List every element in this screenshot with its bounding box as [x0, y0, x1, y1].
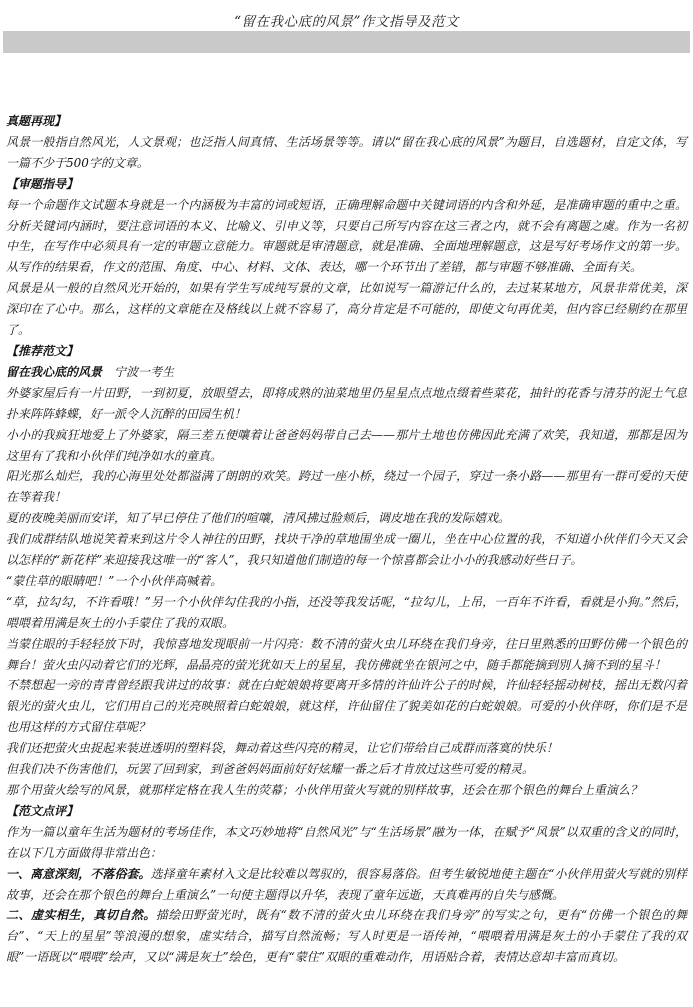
section-heading: 【推荐范文】	[6, 343, 79, 358]
paragraph: 当蒙住眼的手轻轻放下时，我惊喜地发现眼前一片闪亮：数不清的萤火虫儿环绕在我们身旁，往日里熟悉的田野仿佛一个银色的舞台！萤火虫闪动着它们的光辉，晶晶亮的萤光犹如天上的星星，我仿佛就坐在银河之中，随手都能摘到别人摘不到的星斗！	[6, 636, 687, 672]
paragraph: 不禁想起一旁的青青曾经跟我讲过的故事：就在白蛇娘娘将要离开多情的许仙许公子的时候，许仙轻轻摇动树枝，摇出无数闪着银光的萤火虫儿，它们用自己的光亮映照着白蛇娘娘，就这样，许仙留住了貌美如花的白蛇娘娘。可爱的小伙伴呀，你们是不是也用这样的方式留住草呢？	[6, 678, 687, 735]
paragraph: “草，拉勾勾，不许看哦！”另一个小伙伴勾住我的小指，还没等我发话呢，“拉勾儿，上吊，一百年不许看，看就是小狗。”然后，喂喂着用满是灰土的小手蒙住了我的双眼。	[6, 594, 687, 630]
paragraph-lead: 一、离意深刻，不落俗套。	[6, 866, 151, 881]
section-heading: 真题再现】	[6, 114, 67, 128]
paragraph: “蒙住草的眼睛吧！”一个小伙伴高喊着。	[6, 573, 223, 588]
paragraph-text: 描绘田野萤光时，既有“数不清的萤火虫儿环绕在我们身旁”的写实之句，更有“仿佛一个银色的舞台”、“天上的星星”等浪漫的想象，虚实结合，描写自然流畅；写人时更是一语传神，“喂喂着用满是灰土的小手蒙住了我的双眼”一语既以“喂喂”绘声，又以“满是灰土”绘色，更有“蒙住”双眼的重难动作，用语贴合着，表情达意却丰富而真切。	[6, 908, 687, 965]
paragraph: 作为一篇以童年生活为题材的考场佳作，本文巧妙地将“自然风光”与“生活场景”融为一体，在赋予“风景”以双重的含义的同时，在以下几方面做得非常出色：	[6, 824, 687, 860]
paragraph: 风景一般指自然风光，人文景观；也泛指人间真情、生活场景等等。请以“留在我心底的风景”为题目，自选题材，自定文体，写一篇不少于500字的文章。	[6, 134, 687, 170]
paragraph: 但我们决不伤害他们，玩罢了回到家，到爸爸妈妈面前好好炫耀一番之后才肯放过这些可爱的精灵。	[6, 762, 535, 777]
section-heading: 【范文点评】	[6, 803, 79, 818]
paragraph	[6, 905, 687, 968]
section-heading: 【审题指导】	[6, 176, 79, 191]
paragraph-text: 选择童年素材入文是比较难以驾驭的，很容易落俗。但考生敏锐地使主题在“小伙伴用萤火写就的别样故事，还会在那个银色的舞台上重演么”一句使主题得以升华，表现了童年远逝，天真难再的自失与感慨。	[6, 866, 687, 902]
paragraph-lead: 二、虚实相生，真切自然。	[6, 908, 156, 923]
paragraph-text: 宁波一考生	[102, 364, 175, 379]
paragraph: 小小的我疯狂地爱上了外婆家，隔三差五便嚷着让爸爸妈妈带自己去——那片土地也仿佛因此充满了欢笑，我知道，那都是因为这里有了我和小伙伴们纯净如水的童真。	[6, 427, 687, 463]
paragraph: 每一个命题作文试题本身就是一个内涵极为丰富的词或短语，正确理解命题中关键词语的内含和外延，是准确审题的重中之重。分析关键词内涵时，要注意词语的本义、比喻义、引申义等，只要自己所写内容在这三者之内，就不会有离题之虞。作为一名初中生，在写作中必须具有一定的审题立意能力。审题就是审清题意，就是准确、全面地理解题意，这是写好考场作文的第一步。从写作的结果看，作文的范围、角度、中心、材料、文体、表达，哪一个环节出了差错，都与审题不够准确、全面有关。	[6, 197, 687, 275]
paragraph-lead: 留在我心底的风景	[6, 364, 103, 379]
paragraph: 夏的夜晚美丽而安详，知了早已停住了他们的喧嚷，清风拂过脸颊后，调皮地在我的发际嬉戏。	[6, 511, 511, 526]
paragraph	[6, 362, 687, 383]
paragraph: 那个用萤火绘写的风景，就那样定格在我人生的荧幕；小伙伴用萤火写就的别样故事，还会在那个银色的舞台上重演么？	[6, 783, 643, 797]
paragraph: 风景是从一般的自然风光开始的，如果有学生写成纯写景的文章，比如说写一篇游记什么的，去过某某地方，风景非常优美，深深印在了心中。那么，这样的文章能在及格线以上就不容易了，高分肯定是不可能的，即使文句再优美，但内容已经剔约在那里了。	[6, 281, 687, 338]
paragraph: 阳光那么灿烂，我的心海里处处都溢满了朗朗的欢笑。跨过一座小桥，绕过一个园子，穿过一条小路——那里有一群可爱的天使在等着我！	[6, 469, 687, 505]
document-body	[6, 111, 687, 968]
page-title: “留在我心底的风景”作文指导及范文	[234, 14, 459, 30]
header-bar	[3, 31, 690, 53]
paragraph: 外婆家屋后有一片田野，一到初夏，放眼望去，即将成熟的油菜地里仍星星点点地点缀着些菜花，抽针的花香与清芬的泥土气息扑来阵阵蜂蝶，好一派令人沉醉的田园生机！	[6, 385, 687, 421]
paragraph: 我们成群结队地说笑着来到这片令人神往的田野，找块干净的草地围坐成一圈儿，坐在中心位置的我，不知道小伙伴们今天又会以怎样的“新花样”来迎接我这唯一的“客人”，我只知道他们制造的每一个惊喜都会让小小的我感动好些日子。	[6, 532, 687, 568]
paragraph: 我们还把萤火虫捉起来装进透明的塑料袋，舞动着这些闪亮的精灵，让它们带给自己成群而落寞的快乐！	[6, 741, 559, 756]
paragraph	[6, 864, 687, 906]
